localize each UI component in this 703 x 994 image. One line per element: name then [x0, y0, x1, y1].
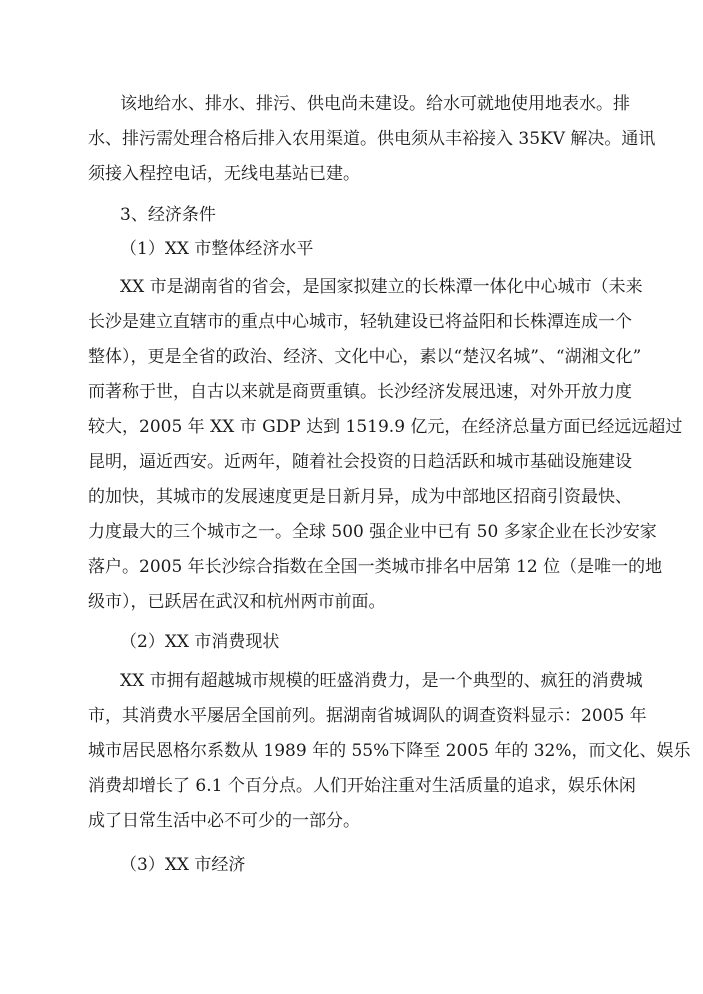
paragraph-line: 落户。2005 年长沙综合指数在全国一类城市排名中居第 12 位（是唯一的地	[88, 557, 663, 577]
paragraph-line: 而著称于世，自古以来就是商贾重镇。长沙经济发展迅速，对外开放力度	[88, 382, 632, 402]
paragraph-line: 水、排污需处理合格后排入农用渠道。供电须从丰裕接入 35KV 解决。通讯	[88, 129, 656, 149]
paragraph-line: 较大，2005 年 XX 市 GDP 达到 1519.9 亿元，在经济总量方面已经远远超过	[88, 417, 683, 437]
subsection-heading-consumption: （2）XX 市消费现状	[120, 632, 280, 652]
paragraph-line: 须接入程控电话，无线电基站已建。	[88, 164, 360, 184]
paragraph-line: XX 市拥有超越城市规模的旺盛消费力，是一个典型的、疯狂的消费城	[120, 671, 643, 691]
paragraph-line: 该地给水、排水、排污、供电尚未建设。给水可就地使用地表水。排	[120, 94, 630, 114]
paragraph-line: XX 市是湖南省的省会，是国家拟建立的长株潭一体化中心城市（未来	[120, 277, 643, 297]
paragraph-line: 市，其消费水平屡居全国前列。据湖南省城调队的调查资料显示：2005 年	[88, 706, 647, 726]
paragraph-line: 的加快，其城市的发展速度更是日新月异，成为中部地区招商引资最快、	[88, 487, 632, 507]
section-heading-economy: 3、经济条件	[120, 205, 216, 225]
paragraph-line: 长沙是建立直辖市的重点中心城市，轻轨建设已将益阳和长株潭连成一个	[88, 312, 632, 332]
paragraph-line: 城市居民恩格尔系数从 1989 年的 55%下降至 2005 年的 32%，而文化、娱乐	[88, 741, 691, 761]
paragraph-line: 昆明，逼近西安。近两年，随着社会投资的日趋活跃和城市基础设施建设	[88, 452, 632, 472]
paragraph-line: 力度最大的三个城市之一。全球 500 强企业中已有 50 多家企业在长沙安家	[88, 522, 657, 542]
paragraph-line: 级市），已跃居在武汉和杭州两市前面。	[88, 592, 386, 612]
subsection-heading-overall: （1）XX 市整体经济水平	[120, 239, 314, 259]
paragraph-line: 消费却增长了 6.1 个百分点。人们开始注重对生活质量的追求，娱乐休闲	[88, 776, 636, 796]
paragraph-line: 整体），更是全省的政治、经济、文化中心，素以“楚汉名城”、“湖湘文化”	[88, 347, 642, 367]
subsection-heading-economy: （3）XX 市经济	[120, 855, 246, 875]
paragraph-line: 成了日常生活中必不可少的一部分。	[88, 811, 360, 831]
